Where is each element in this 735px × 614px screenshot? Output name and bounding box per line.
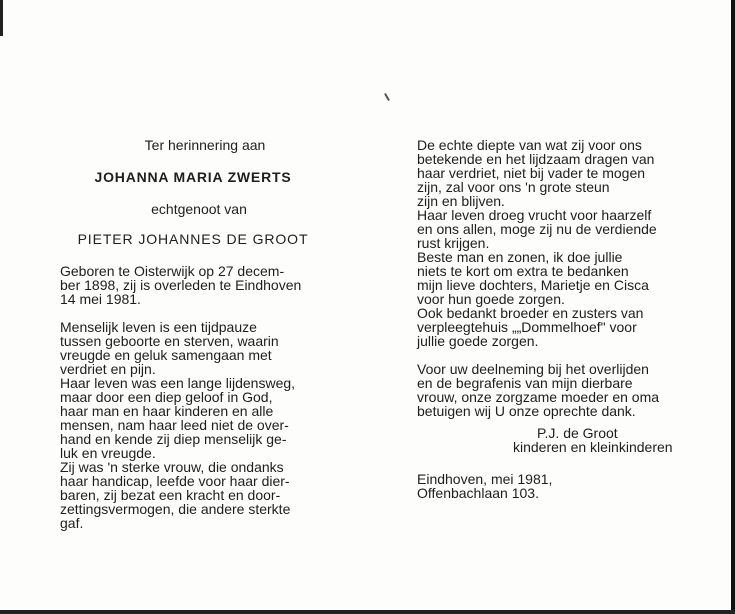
text-line: vreugde en geluk samengaan met <box>60 347 272 363</box>
signature-name: P.J. de Groot <box>537 425 618 441</box>
signature-family: kinderen en kleinkinderen <box>513 439 673 455</box>
text-line: en ons allen, moge zij nu de verdiende <box>417 221 657 237</box>
text-line: zijn, zal voor ons 'n grote steun <box>417 179 610 195</box>
text-line: verdriet en pijn. <box>60 361 156 377</box>
text-line: zettingsvermogen, die andere sterkte <box>60 501 291 517</box>
text-line: betuigen wij U onze oprechte dank. <box>417 403 636 419</box>
text-line: mijn lieve dochters, Marietje en Cisca <box>417 277 649 293</box>
text-line: baren, zij bezat een kracht en door- <box>60 487 281 503</box>
birth-line: ber 1898, zij is overleden te Eindhoven <box>60 277 302 293</box>
text-line: Menselijk leven is een tijdpauze <box>60 319 257 335</box>
address: Offenbachlaan 103. <box>417 485 539 501</box>
text-line: voor hun goede zorgen. <box>417 291 565 307</box>
text-line: rust krijgen. <box>417 235 490 251</box>
text-line: gaf. <box>60 515 84 531</box>
text-line: Voor uw deelneming bij het overlijden <box>417 361 649 377</box>
text-line: luk en vreugde. <box>60 445 156 461</box>
text-line: Beste man en zonen, ik doe jullie <box>417 249 623 265</box>
text-line: Haar leven was een lange lijdensweg, <box>60 375 296 391</box>
text-line: tussen geboorte en sterven, waarin <box>60 333 279 349</box>
text-line: Haar leven droeg vrucht voor haarzelf <box>417 207 652 223</box>
place-date: Eindhoven, mei 1981, <box>417 471 553 487</box>
text-line: vrouw, onze zorgzame moeder en oma <box>417 389 660 405</box>
text-line: Ook bedankt broeder en zusters van <box>417 305 644 321</box>
text-line: haar man en haar kinderen en alle <box>60 403 274 419</box>
scan-speck <box>384 93 390 101</box>
text-line: mensen, nam haar leed niet de over- <box>60 417 289 433</box>
text-line: en de begrafenis van mijn dierbare <box>417 375 633 391</box>
birth-line: Geboren te Oisterwijk op 27 decem- <box>60 263 285 279</box>
text-line: De echte diepte van wat zij voor ons <box>417 137 642 153</box>
text-line: niets te kort om extra te bedanken <box>417 263 629 279</box>
text-line: betekende en het lijdzaam dragen van <box>417 151 655 167</box>
scan-edge-bottom <box>0 610 735 614</box>
right-column <box>417 138 710 500</box>
text-line: Zij was 'n sterke vrouw, die ondanks <box>60 459 284 475</box>
spouse-name: PIETER JOHANNES DE GROOT <box>77 231 309 247</box>
text-line: zijn en blijven. <box>417 193 505 209</box>
text-line: hand en kende zij diep menselijk ge- <box>60 431 287 447</box>
text-line: jullie goede zorgen. <box>417 333 539 349</box>
scan-edge-right <box>731 0 735 614</box>
scan-edge-left <box>0 0 3 36</box>
left-column <box>60 138 326 530</box>
birth-line: 14 mei 1981. <box>60 291 141 307</box>
text-line: maar door een diep geloof in God, <box>60 389 273 405</box>
deceased-name: JOHANNA MARIA ZWERTS <box>94 169 292 185</box>
text-line: haar handicap, leefde voor haar dier- <box>60 473 290 489</box>
spouse-label: echtgenoot van <box>151 201 247 217</box>
text-line: haar verdriet, niet bij vader te mogen <box>417 165 646 181</box>
text-line: verpleegtehuis „„Dommelhoef" voor <box>417 319 637 335</box>
intro-heading: Ter herinnering aan <box>144 137 266 153</box>
